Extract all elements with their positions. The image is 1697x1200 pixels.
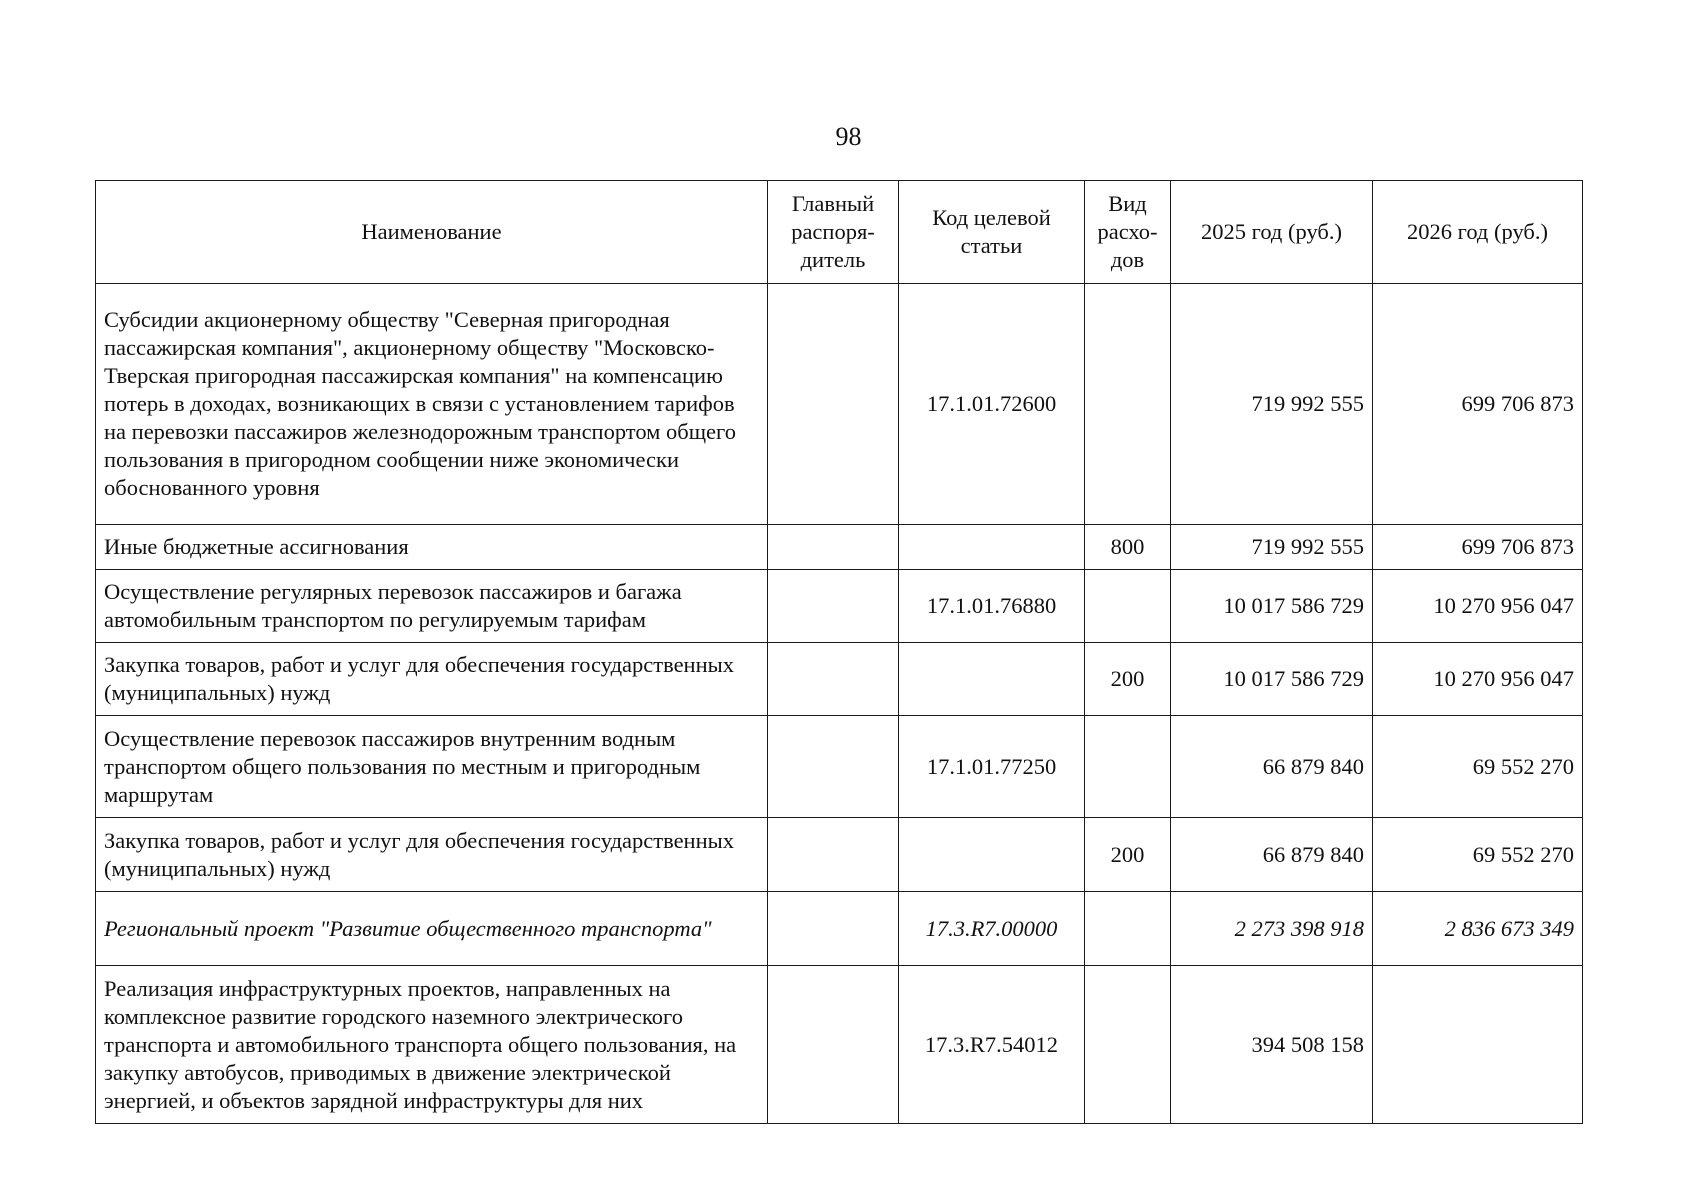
row-2026: 2 836 673 349 [1373,892,1583,966]
row-2026: 699 706 873 [1373,284,1583,525]
row-name: Закупка товаров, работ и услуг для обеспечения государственных (муниципальных) нужд [96,818,768,892]
row-manager [768,525,899,570]
row-2026: 69 552 270 [1373,716,1583,818]
table-row [96,892,1583,966]
header-2025: 2025 год (руб.) [1171,181,1373,284]
row-name: Региональный проект "Развитие общественного транспорта" [96,892,768,966]
row-code: 17.3.R7.54012 [899,966,1085,1124]
header-code: Код целевой статьи [899,181,1085,284]
row-code: 17.1.01.77250 [899,716,1085,818]
row-name: Иные бюджетные ассигнования [96,525,768,570]
row-kind: 200 [1085,818,1171,892]
row-kind [1085,570,1171,643]
row-name: Осуществление регулярных перевозок пассажиров и багажа автомобильным транспортом по регулируемым тарифам [96,570,768,643]
row-code: 17.3.R7.00000 [899,892,1085,966]
table-row [96,818,1583,892]
row-2026: 69 552 270 [1373,818,1583,892]
row-name: Реализация инфраструктурных проектов, направленных на комплексное развитие городского наземного электрического транспорта и автомобильного транспорта общего пользования, на закупку автобусов, приводимых в движение электрической энергией, и объектов зарядной инфраструктуры для них [96,966,768,1124]
row-manager [768,570,899,643]
row-manager [768,716,899,818]
row-kind [1085,716,1171,818]
header-kind: Вид расхо-дов [1085,181,1171,284]
row-2025: 66 879 840 [1171,716,1373,818]
row-kind [1085,966,1171,1124]
row-2025: 10 017 586 729 [1171,570,1373,643]
row-code: 17.1.01.76880 [899,570,1085,643]
row-name: Закупка товаров, работ и услуг для обеспечения государственных (муниципальных) нужд [96,643,768,716]
row-2025: 10 017 586 729 [1171,643,1373,716]
row-code: 17.1.01.72600 [899,284,1085,525]
row-name: Субсидии акционерному обществу "Северная пригородная пассажирская компания", акционерному обществу "Московско-Тверская пригородная пассажирская компания" на компенсацию потерь в доходах, возникающих в связи с установлением тарифов на перевозки пассажиров железнодорожным транспортом общего пользования в пригородном сообщении ниже экономически обоснованного уровня [96,284,768,525]
table-row [96,966,1583,1124]
budget-table [95,180,1583,1124]
table-row [96,284,1583,525]
row-name: Осуществление перевозок пассажиров внутренним водным транспортом общего пользования по местным и пригородным маршрутам [96,716,768,818]
row-kind: 800 [1085,525,1171,570]
row-2026: 699 706 873 [1373,525,1583,570]
page-number: 98 [835,122,862,151]
header-2026: 2026 год (руб.) [1373,181,1583,284]
row-manager [768,284,899,525]
row-manager [768,818,899,892]
row-2025: 719 992 555 [1171,284,1373,525]
row-code [899,643,1085,716]
table-row [96,525,1583,570]
row-kind: 200 [1085,643,1171,716]
row-manager [768,892,899,966]
row-manager [768,966,899,1124]
row-2026: 10 270 956 047 [1373,570,1583,643]
row-2025: 719 992 555 [1171,525,1373,570]
table-row [96,643,1583,716]
row-code [899,818,1085,892]
row-kind [1085,284,1171,525]
row-2026 [1373,966,1583,1124]
row-2025: 66 879 840 [1171,818,1373,892]
table-row [96,570,1583,643]
header-manager: Главный распоря-дитель [768,181,899,284]
table-header-row [96,181,1583,284]
header-name: Наименование [96,181,768,284]
row-code [899,525,1085,570]
row-manager [768,643,899,716]
row-2025: 2 273 398 918 [1171,892,1373,966]
row-2026: 10 270 956 047 [1373,643,1583,716]
row-kind [1085,892,1171,966]
table-row [96,716,1583,818]
row-2025: 394 508 158 [1171,966,1373,1124]
